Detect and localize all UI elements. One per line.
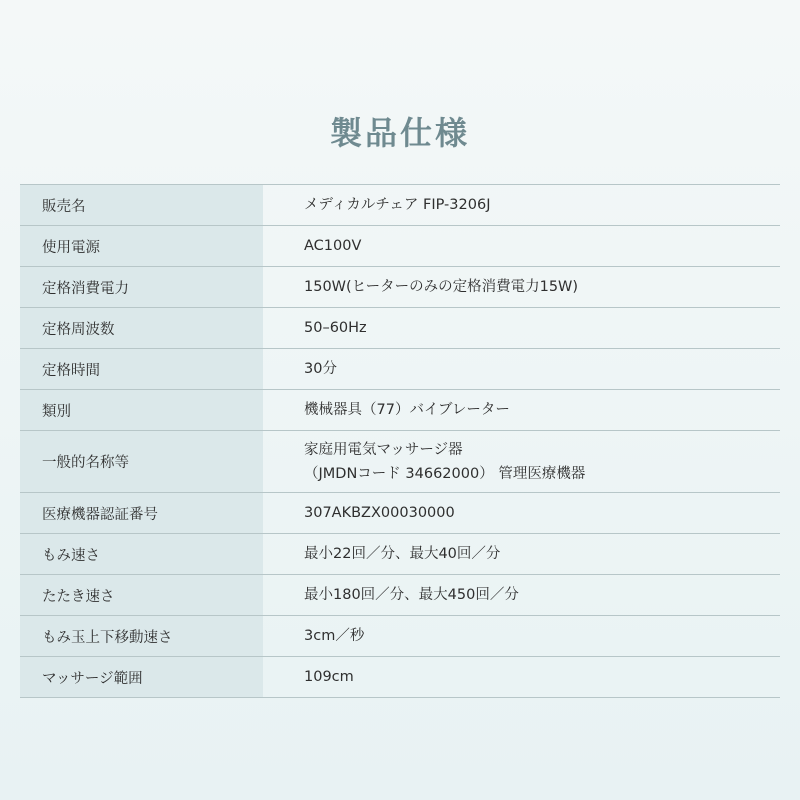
spec-value-cell (263, 390, 780, 430)
spec-value: 30分 (304, 361, 337, 377)
spec-label: 一般的名称等 (20, 431, 263, 492)
spec-value: 最小180回／分、最大450回／分 (304, 587, 519, 603)
spec-value-cell (263, 267, 780, 307)
spec-label: マッサージ範囲 (20, 657, 263, 697)
spec-value: 最小22回／分、最大40回／分 (304, 546, 501, 562)
spec-value-cell (263, 616, 780, 656)
spec-row-roller-travel-speed (20, 616, 780, 657)
spec-label: もみ速さ (20, 534, 263, 574)
spec-value: 3cm／秒 (304, 628, 365, 644)
spec-value-cell (263, 349, 780, 389)
spec-label: 定格時間 (20, 349, 263, 389)
spec-row-massage-range (20, 657, 780, 698)
spec-value-cell (263, 534, 780, 574)
spec-value: 150W(ヒーターのみの定格消費電力15W) (304, 279, 579, 295)
spec-value: AC100V (304, 238, 362, 254)
spec-label: 医療機器認証番号 (20, 493, 263, 533)
page-title: 製品仕様 (329, 114, 470, 152)
spec-label: 使用電源 (20, 226, 263, 266)
spec-value-cell (263, 308, 780, 348)
spec-row-tapping-speed (20, 575, 780, 616)
spec-value: 機械器具（77）バイブレーター (304, 402, 510, 418)
spec-label: 販売名 (20, 185, 263, 225)
spec-value: 307AKBZX00030000 (304, 505, 455, 521)
spec-value-cell (263, 431, 780, 492)
spec-label: 定格消費電力 (20, 267, 263, 307)
spec-value-cell (263, 493, 780, 533)
spec-row-classification (20, 390, 780, 431)
spec-row-rated-time (20, 349, 780, 390)
spec-value-cell (263, 657, 780, 697)
spec-value: 50–60Hz (304, 320, 367, 336)
spec-row-sales-name (20, 185, 780, 226)
spec-row-power-source (20, 226, 780, 267)
spec-value: 109cm (304, 669, 354, 685)
spec-row-generic-name (20, 431, 780, 493)
spec-label: たたき速さ (20, 575, 263, 615)
spec-value-cell (263, 226, 780, 266)
spec-row-rated-frequency (20, 308, 780, 349)
spec-label: もみ玉上下移動速さ (20, 616, 263, 656)
spec-value-cell (263, 575, 780, 615)
spec-value: メディカルチェア FIP-3206J (304, 197, 491, 213)
spec-label: 類別 (20, 390, 263, 430)
spec-row-certification-number (20, 493, 780, 534)
spec-value-line-2: （JMDNコード 34662000） 管理医療機器 (304, 465, 586, 482)
spec-value: 家庭用電気マッサージ器 (304, 441, 463, 458)
spec-value-cell (263, 185, 780, 225)
spec-label: 定格周波数 (20, 308, 263, 348)
spec-table (20, 184, 780, 698)
spec-row-kneading-speed (20, 534, 780, 575)
spec-row-rated-power (20, 267, 780, 308)
